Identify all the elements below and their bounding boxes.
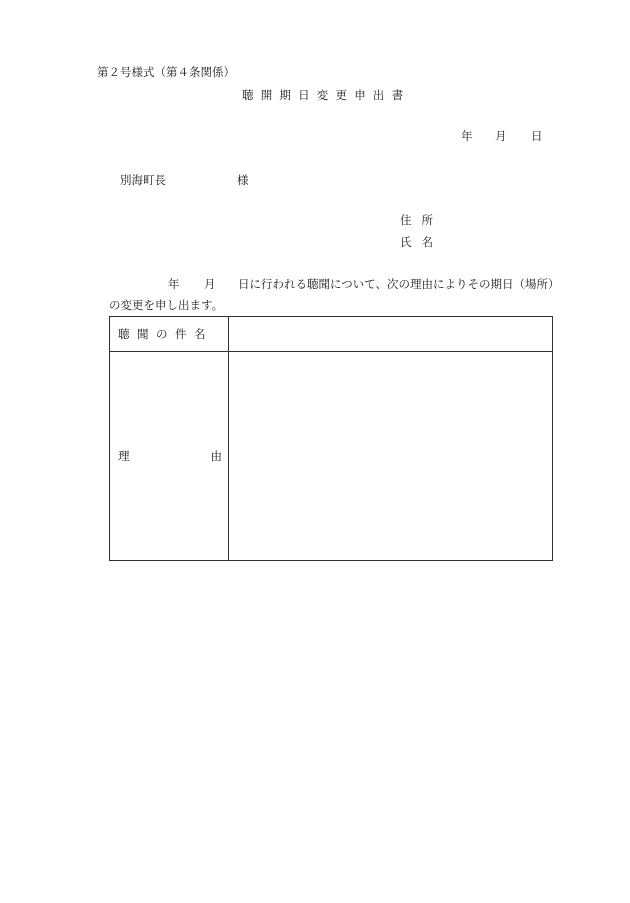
table-row-reason [110,352,553,561]
name-label: 氏名 [400,235,443,249]
honorific: 様 [237,173,249,187]
address-label: 住所 [400,213,443,227]
form-number: 第２号様式（第４条関係） [97,65,235,79]
date-month-label: 月 [495,129,507,143]
reason-label-left: 理 [118,449,130,463]
reason-label-right: 由 [210,449,222,463]
body-text-line1: 日に行われる聴聞について、次の理由によりその期日（場所） [238,277,560,291]
application-table [109,316,553,561]
case-name-field[interactable] [229,317,553,352]
date-day-label: 日 [531,129,543,143]
date-year-label: 年 [461,129,473,143]
body-month-label: 月 [204,277,216,291]
reason-label [110,352,229,561]
body-year-label: 年 [168,277,180,291]
table-row-case [110,317,553,352]
case-name-label: 聴聞の件名 [110,317,229,352]
reason-field[interactable] [229,352,553,561]
body-text-line2: の変更を申し出ます。 [109,298,224,312]
addressee: 別海町長 [120,173,166,187]
document-title: 聴開期日変更申出書 [242,88,411,102]
